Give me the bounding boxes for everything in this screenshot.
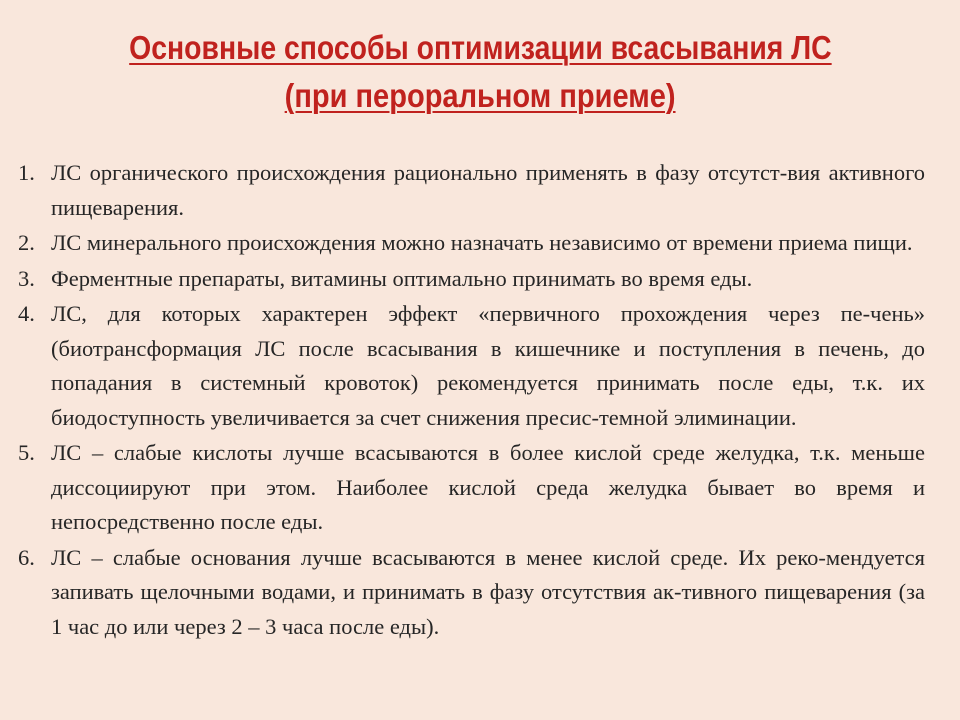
list-item-1 <box>18 156 925 225</box>
list-item-6 <box>18 541 925 645</box>
list-item-5 <box>18 436 925 540</box>
list-item-4 <box>18 297 925 435</box>
list-item-text: ЛС – слабые кислоты лучше всасываются в более кислой среде желудка, т.к. меньше диссоциируют при этом. Наиболее кислой среда желудка бывает во время и непосредственно после еды. <box>51 440 925 534</box>
title-line-2-text: (при пероральном приеме) <box>284 77 676 114</box>
title-line-1-text: Основные способы оптимизации всасывания ЛС <box>128 29 832 66</box>
list-item-number: 5. <box>18 440 35 465</box>
list-item-text: Ферментные препараты, витамины оптимально принимать во время еды. <box>51 265 753 291</box>
list-item-text: ЛС – слабые основания лучше всасываются в менее кислой среде. Их реко-мендуется запивать щелочными водами, и принимать в фазу отсутствия ак-тивного пищеварения (за 1 час до или через 2 – 3 часа после еды). <box>51 544 925 639</box>
list-item-text: ЛС органического происхождения рационально применять в фазу отсутст-вия активного пищеварения. <box>51 160 925 220</box>
list-item-2 <box>18 226 925 261</box>
list-item-text: ЛС, для которых характерен эффект «первичного прохождения через пе-чень» (биотрансформация ЛС после всасывания в кишечнике и поступления в печень, до попадания в системный кровоток) рекомендуется принимать после еды, т.к. их биодоступность увеличивается за счет снижения пресис-темной элиминации. <box>51 301 925 430</box>
title-line-2 <box>0 72 960 120</box>
list-item-3 <box>18 262 925 297</box>
list-item-number: 1. <box>18 160 35 185</box>
list-item-number: 4. <box>18 301 35 326</box>
numbered-list <box>18 156 925 644</box>
title-line-1 <box>0 24 960 72</box>
list-item-number: 2. <box>18 230 35 255</box>
list-item-number: 6. <box>18 544 35 570</box>
list-item-text: ЛС минерального происхождения можно назначать независимо от времени приема пищи. <box>51 230 913 255</box>
list-item-number: 3. <box>18 265 35 291</box>
slide-title <box>0 24 960 120</box>
